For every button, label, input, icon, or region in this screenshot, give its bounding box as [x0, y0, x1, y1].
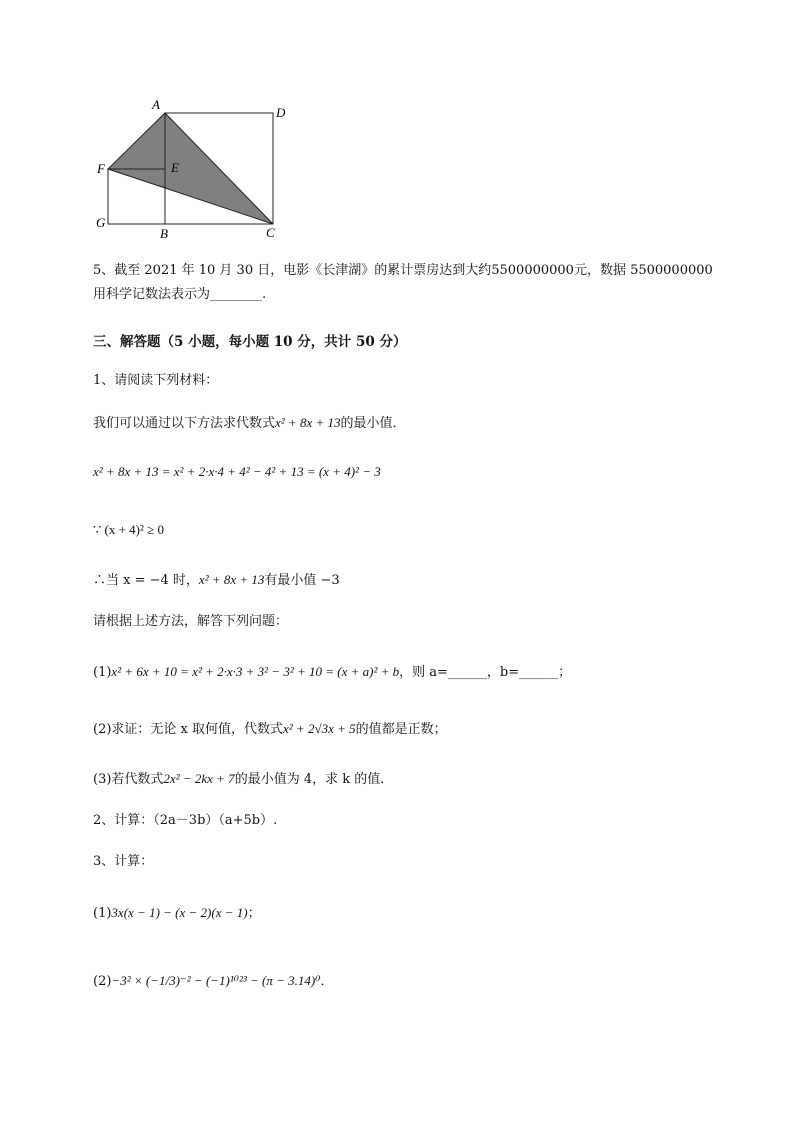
p1-because: ∵ (x + 4)² ≥ 0 — [93, 522, 165, 537]
label-b: B — [160, 226, 168, 241]
p1-sub3-expr: 2x² − 2kx + 7 — [163, 771, 235, 786]
p1-heading: 1、请阅读下列材料： — [93, 373, 219, 388]
p3-sub1-a: (1) — [93, 906, 112, 921]
p1-sub2 — [93, 720, 447, 739]
p1-therefore-expr: x² + 8x + 13 — [198, 572, 265, 587]
p3-sub1 — [93, 904, 261, 923]
p1-sub1-expr: x² + 6x + 10 = x² + 2·x·3 + 3² − 3² + 10 = (x + a)² + b — [111, 664, 400, 679]
q5-line1: 5、截至 2021 年 10 月 30 日，电影《长津湖》的累计票房达到大约5500000000元，数据 5500000000 — [93, 263, 713, 278]
p1-intro-a: 我们可以通过以下方法求代数式 — [93, 416, 276, 431]
p1-therefore-b: 有最小值 −3 — [264, 573, 340, 588]
label-f: F — [97, 161, 105, 176]
q5-line2: 用科学记数法表示为________. — [93, 287, 267, 302]
p3-sub2 — [93, 972, 333, 991]
label-e: E — [171, 160, 179, 175]
p3-sub2-expr: −3² × (−1/3)⁻² − (−1)¹⁰²³ − (π − 3.14)⁰ — [111, 973, 321, 988]
p1-intro-expr: x² + 8x + 13 — [275, 415, 341, 430]
label-d: D — [276, 105, 286, 120]
label-g: G — [96, 215, 106, 230]
p1-intro — [93, 414, 406, 433]
p1-sub3 — [93, 770, 393, 789]
geometry-figure — [92, 96, 292, 242]
p2-text: 2、计算：（2a－3b）（a+5b）. — [93, 813, 278, 828]
p1-sub1 — [93, 663, 571, 682]
p1-sub3-b: 的最小值为 4，求 k 的值． — [234, 772, 394, 787]
label-c: C — [266, 225, 275, 240]
p3-heading: 3、计算： — [93, 854, 154, 869]
section-title: 三、解答题（5 小题，每小题 10 分，共计 50 分） — [93, 334, 407, 350]
p1-sub2-b: 的值都是正数； — [355, 722, 447, 737]
p1-instruction: 请根据上述方法，解答下列问题： — [93, 614, 289, 629]
label-a: A — [152, 97, 160, 112]
p1-intro-b: 的最小值． — [340, 416, 406, 431]
p1-therefore — [93, 571, 340, 590]
p1-sub1-a: (1) — [93, 665, 112, 680]
p1-therefore-a: ∴当 x = −4 时， — [93, 573, 199, 588]
p1-sub2-expr: x² + 2√3x + 5 — [283, 721, 356, 736]
p1-sub2-a: (2)求证：无论 x 取何值，代数式 — [93, 722, 284, 737]
p3-sub2-a: (2) — [93, 974, 112, 989]
p1-sub3-a: (3)若代数式 — [93, 772, 164, 787]
p1-equation: x² + 8x + 13 = x² + 2·x·4 + 4² − 4² + 13 = (x + 4)² − 3 — [93, 464, 381, 479]
p3-sub1-b: ； — [247, 906, 261, 921]
p3-sub1-expr: 3x(x − 1) − (x − 2)(x − 1) — [111, 905, 248, 920]
p3-sub2-b: ． — [320, 974, 334, 989]
p1-sub1-b: ，则 a=______，b=______； — [399, 665, 572, 680]
